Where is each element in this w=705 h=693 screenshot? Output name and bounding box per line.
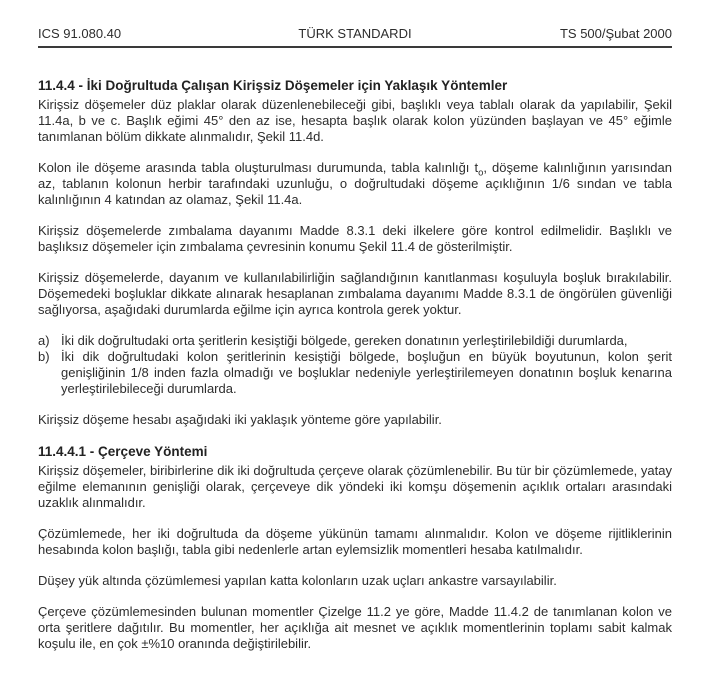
list-marker-a: a) — [38, 333, 50, 348]
paragraph-moment-distribution: Çerçeve çözümlemesinden bulunan momentler Çizelge 11.2 ye göre, Madde 11.4.2 de tanımlanan kolon ve orta şeritlere dağıtılır. Bu momentler, her açıklığa ait mesnet ve açıklık momentlerinin toplamı sabit kalmak koşulu ile, en çok ±%10 oranında değiştirilebilir. — [38, 604, 672, 651]
paragraph-drop-panel-rules — [38, 160, 672, 208]
document-header — [38, 0, 672, 48]
paragraph-drop-panel-text-before: Kolon ile döşeme arasında tabla oluşturulması durumunda, tabla kalınlığı t — [38, 160, 479, 175]
paragraph-openings-conditions: Kirişsiz döşemelerde, dayanım ve kullanılabilirliğin sağlandığının kanıtlanması koşuluyla boşluk bırakılabilir. Döşemedeki boşluklar dikkate alınarak hesaplanan zımbalama dayanımı Madde 8.3.1 de öngörülen güvenliği sağlıyorsa, aşağıdaki durumlarda eğilme için ayrıca kontrola gerek yoktur. — [38, 270, 672, 317]
variable-subscript-o: o — [478, 167, 484, 179]
paragraph-drop-panel-text-after: , döşeme kalınlığının yarısından az, tablanın kolonun herbir tarafındaki uzunluğu, o doğrultudaki döşeme açıklığının 1/6 sından ve tabla kalınlığının 4 katından az olamaz, Şekil 11.4a. — [38, 160, 672, 207]
page-content — [38, 0, 672, 652]
paragraph-flat-slab-types: Kirişsiz döşemeler düz plaklar olarak düzenlenebileceği gibi, başlıklı veya tablalı olarak da yapılabilir, Şekil 11.4a, b ve c. Başlık eğimi 45° den az ise, hesapta başlık olarak kolon yüzünden başlayan ve 45° eğimle tanımlanan bölüm dikkate alınmalıdır, Şekil 11.4d. — [38, 97, 672, 144]
list-item-b — [38, 349, 672, 397]
header-document-ref: TS 500/Şubat 2000 — [559, 26, 672, 41]
header-ics-code: ICS 91.080.40 — [38, 26, 122, 41]
list-item-a — [38, 333, 672, 349]
list-item-a-text: İki dik doğrultudaki orta şeritlerin kesiştiği bölgede, gereken donatının yerleştirilebildiği durumlarda, — [61, 333, 628, 348]
paragraph-two-methods: Kirişsiz döşeme hesabı aşağıdaki iki yaklaşık yönteme göre yapılabilir. — [38, 412, 442, 427]
paragraph-fixed-column-ends: Düşey yük altında çözümlemesi yapılan katta kolonların uzak uçları ankastre varsayılabilir. — [38, 573, 557, 588]
header-standard-name: TÜRK STANDARDI — [298, 26, 412, 41]
section-heading-11-4-4: 11.4.4 - İki Doğrultuda Çalışan Kirişsiz Döşemeler için Yaklaşık Yöntemler — [38, 78, 508, 93]
list-item-b-text: İki dik doğrultudaki kolon şeritlerinin kesiştiği bölgede, boşluğun en büyük boyutunun, kolon şerit genişliğinin 1/8 inden fazla olmadığı ve boşluklar nedeniyle yerleştirilemeyen donatının boşluk kenarına yerleştirilebileceği durumlarda. — [61, 349, 672, 396]
paragraph-frame-method-intro: Kirişsiz döşemeler, biribirlerine dik iki doğrultuda çerçeve olarak çözümlenebilir. Bu tür bir çözümlemede, yatay eğilme elemanının genişliği olarak, çerçeveye dik yöndeki iki komşu döşemenin açıklık ortaları arasındaki uzaklık alınmalıdır. — [38, 463, 672, 510]
conditions-list — [38, 333, 672, 397]
paragraph-frame-analysis-loads: Çözümlemede, her iki doğrultuda da döşeme yükünün tamamı alınmalıdır. Kolon ve döşeme rijitliklerinin hesabında kolon başlığı, tabla gibi nedenlerle artan eylemsizlik momentleri hesaba katılmalıdır. — [38, 526, 672, 557]
section-heading-11-4-4-1: 11.4.4.1 - Çerçeve Yöntemi — [38, 444, 208, 459]
list-marker-b: b) — [38, 349, 50, 364]
paragraph-punching-shear: Kirişsiz döşemelerde zımbalama dayanımı Madde 8.3.1 deki ilkelere göre kontrol edilmelidir. Başlıklı ve başlıksız döşemeler için zımbalama çevresinin konumu Şekil 11.4 de gösterilmiştir. — [38, 223, 672, 254]
